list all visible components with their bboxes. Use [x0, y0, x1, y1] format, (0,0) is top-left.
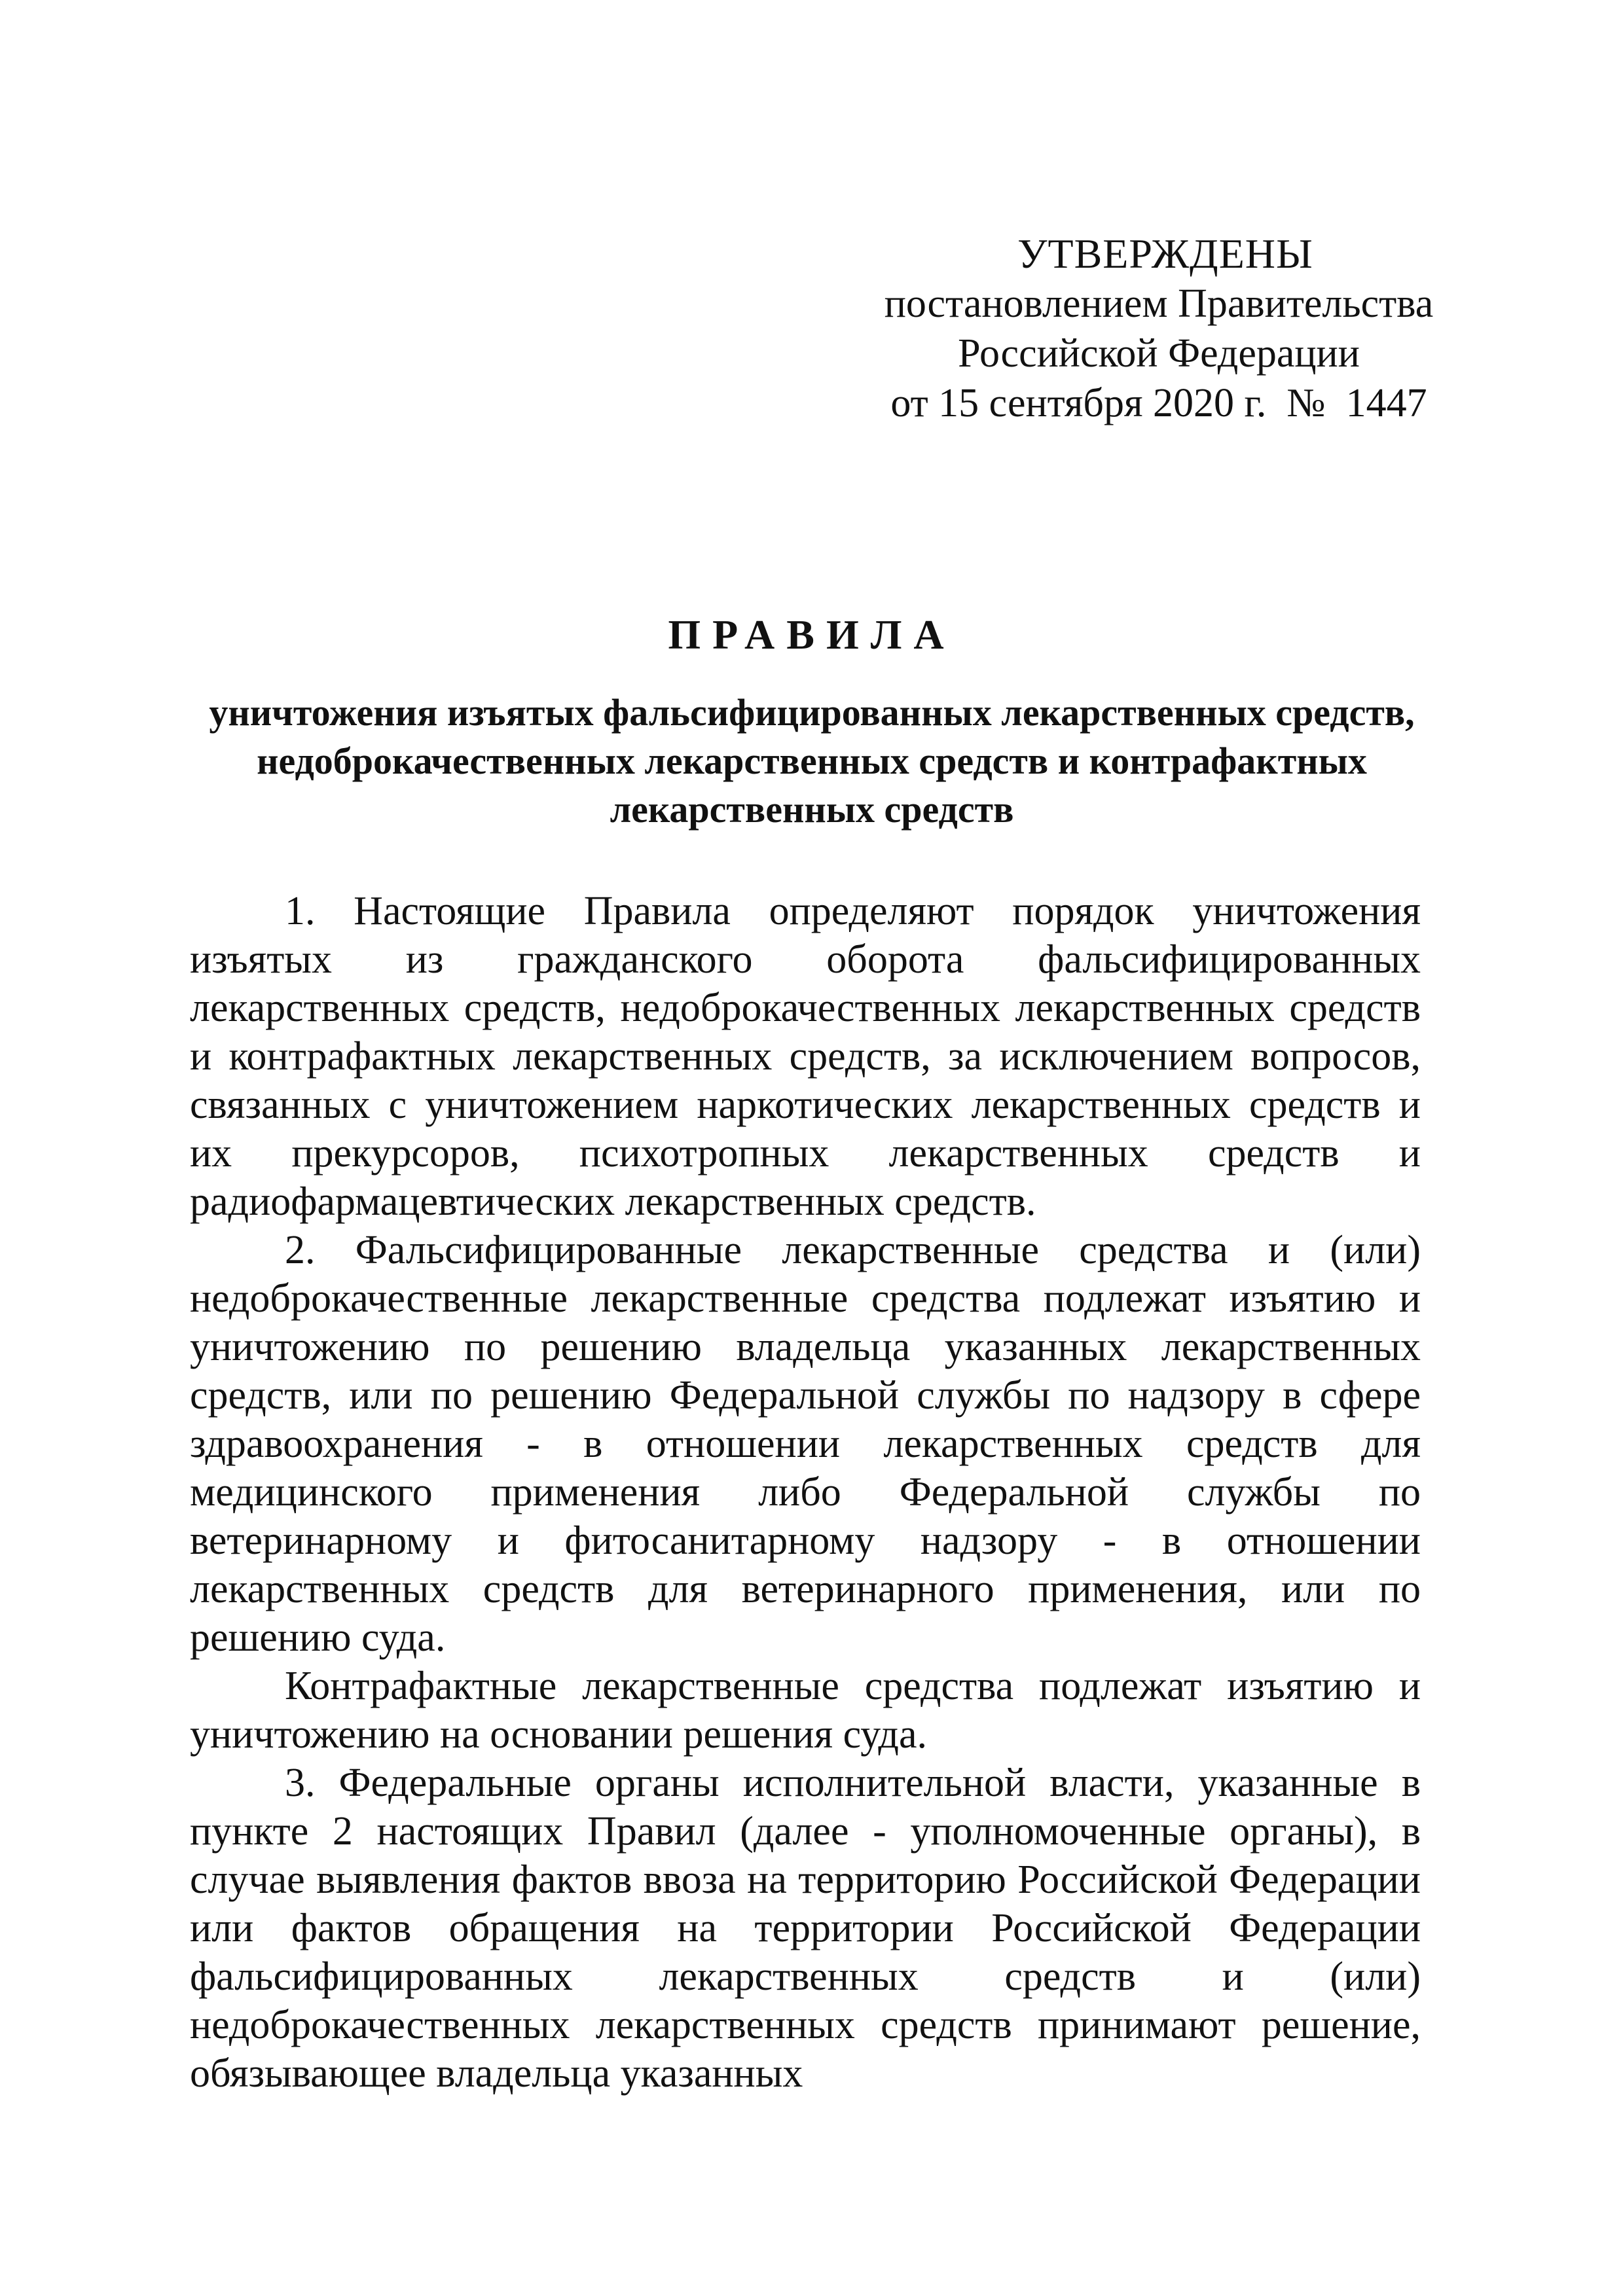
approval-block — [851, 229, 1467, 428]
document-subtitle-line-2: недоброкачественных лекарственных средств и контрафактных — [257, 740, 1367, 782]
paragraph-3: 3. Федеральные органы исполнительной власти, указанные в пункте 2 настоящих Правил (далее - уполномоченные органы), в случае выявления фактов ввоза на территорию Российской Федерации или фактов обращения на территории Российской Федерации фальсифицированных лекарственных средств и (или) недоброкачественных лекарственных средств принимают решение, обязывающее владельца указанных — [190, 1761, 1421, 2096]
document-subtitle-line-3: лекарственных средств — [610, 788, 1014, 831]
paragraph-1: 1. Настоящие Правила определяют порядок уничтожения изъятых из гражданского оборота фальсифицированных лекарственных средств, недоброкачественных лекарственных средств и контрафактных лекарственных средств, за исключением вопросов, связанных с уничтожением наркотических лекарственных средств и их прекурсоров, психотропных лекарственных средств и радиофармацевтических лекарственных средств. — [190, 889, 1421, 1224]
document-body — [190, 887, 1421, 2098]
document-subtitle-line-1: уничтожения изъятых фальсифицированных лекарственных средств, — [209, 691, 1415, 734]
approval-heading: УТВЕРЖДЕНЫ — [1017, 230, 1313, 277]
paragraph-2: 2. Фальсифицированные лекарственные средства и (или) недоброкачественные лекарственные средства подлежат изъятию и уничтожению по решению владельца указанных лекарственных средств, или по решению Федеральной службы по надзору в сфере здравоохранения - в отношении лекарственных средств для медицинского применения либо Федеральной службы по ветеринарному и фитосанитарному надзору - в отношении лекарственных средств для ветеринарного применения, или по решению суда. — [190, 1228, 1421, 1660]
approval-issuer-line: постановлением Правительства — [884, 281, 1434, 326]
paragraph-2-continuation: Контрафактные лекарственные средства подлежат изъятию и уничтожению на основании решения суда. — [190, 1664, 1421, 1757]
document-title: ПРАВИЛА — [668, 611, 956, 658]
document-title-block — [164, 609, 1460, 834]
approval-date-number-line: от 15 сентября 2020 г. № 1447 — [890, 381, 1427, 425]
approval-country-line: Российской Федерации — [958, 331, 1360, 376]
